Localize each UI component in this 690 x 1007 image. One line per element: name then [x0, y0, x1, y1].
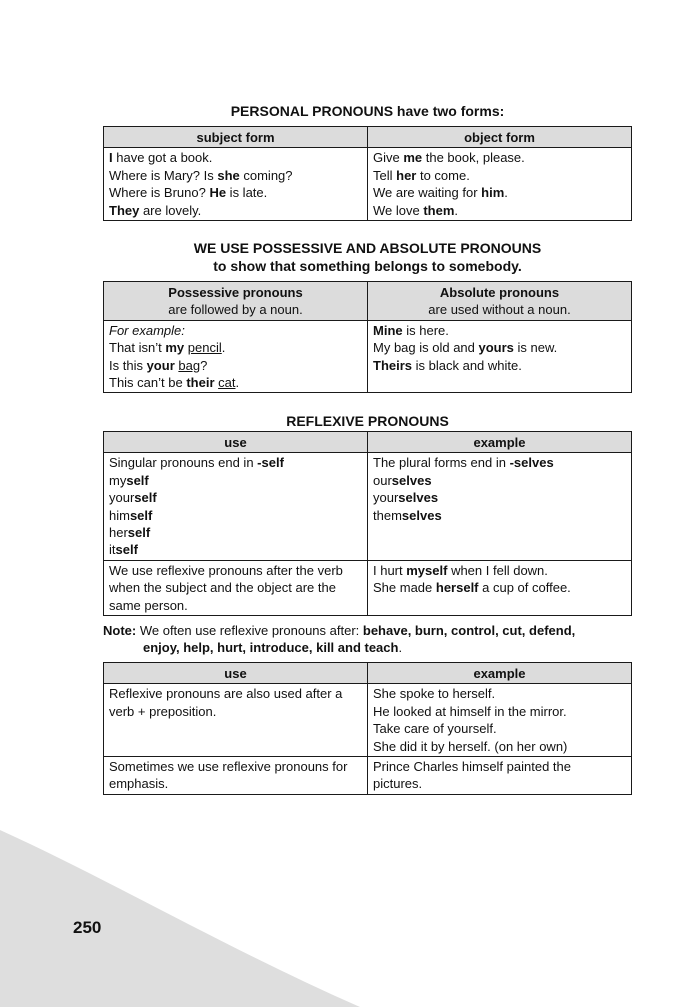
text-run: her [109, 525, 128, 541]
possessive-examples-cell [104, 320, 368, 393]
text-line [373, 489, 627, 506]
text-line [373, 720, 627, 737]
text-run: self [134, 490, 157, 506]
text-run: him [109, 507, 130, 523]
text-line [373, 357, 627, 374]
text-run: have got a book. [112, 150, 213, 166]
possessive-header-sub: are followed by a noun. [168, 302, 303, 318]
text-line [109, 579, 363, 596]
text-run: Prince Charles himself painted the [373, 759, 571, 775]
text-line [373, 775, 627, 792]
text-run: self [126, 472, 149, 488]
text-run: a cup of coffee. [478, 580, 571, 596]
text-line [373, 202, 627, 219]
text-run: Tell [373, 167, 397, 183]
text-run: verb + preposition. [109, 703, 217, 719]
subject-form-header: subject form [104, 127, 368, 148]
preposition-use-cell [104, 684, 368, 757]
text-line [109, 322, 363, 339]
text-line [373, 149, 627, 166]
absolute-header-sub: are used without a noun. [428, 302, 571, 318]
reflexive-use-header: use [104, 432, 368, 453]
text-run: I [109, 150, 113, 166]
text-line [109, 507, 363, 524]
text-run: Reflexive pronouns are also used after a [109, 686, 343, 702]
text-line [373, 685, 627, 702]
text-line [109, 149, 363, 166]
reflexive-singular-cell [104, 453, 368, 560]
absolute-examples-cell [368, 320, 632, 393]
text-run: Where is Mary? Is [109, 167, 218, 183]
text-line [373, 184, 627, 201]
text-line [109, 339, 363, 356]
text-run: cat [218, 375, 236, 391]
text-run: self [127, 525, 151, 541]
text-run: it [109, 542, 116, 558]
text-line [373, 507, 627, 524]
text-run: self [129, 507, 153, 523]
object-form-cell [368, 148, 632, 221]
reflexive-example-header: example [368, 432, 632, 453]
text-line [109, 374, 363, 391]
object-form-header: object form [368, 127, 632, 148]
text-run: . [398, 640, 403, 655]
text-run: . [221, 340, 226, 356]
text-run: when I fell down. [447, 562, 548, 578]
text-run: the book, please. [422, 150, 525, 166]
reflexive-pronouns-title: REFLEXIVE PRONOUNS [286, 413, 449, 429]
text-run: . [454, 202, 459, 218]
text-run: Where is Bruno? [109, 185, 210, 201]
text-run: him [481, 185, 505, 201]
page-number: 250 [73, 918, 102, 937]
text-run: behave, burn, control, cut, defend, [362, 623, 576, 638]
text-line [109, 685, 363, 702]
text-run: my [109, 472, 127, 488]
reflexive-usage-cell [104, 560, 368, 615]
text-run: pencil [187, 340, 222, 356]
text-run: We love [373, 202, 424, 218]
text-run: Take care of yourself. [373, 721, 497, 737]
text-run: is here. [402, 322, 449, 338]
possessive-header [104, 282, 368, 321]
text-run: -self [257, 455, 284, 471]
text-run: Give [373, 150, 404, 166]
text-line [109, 524, 363, 541]
text-line [109, 758, 363, 775]
text-run: them [423, 202, 455, 218]
reflexive-usage-example-cell [368, 560, 632, 615]
subject-form-cell [104, 148, 368, 221]
text-run: . [235, 375, 240, 391]
text-run: . [504, 185, 508, 201]
text-run: your [109, 490, 135, 506]
text-line [109, 202, 363, 219]
text-run: selves [391, 472, 432, 488]
text-run: bag [178, 357, 201, 373]
text-line [109, 167, 363, 184]
text-run: our [373, 472, 392, 488]
emphasis-use-cell [104, 757, 368, 795]
text-run: emphasis. [109, 776, 169, 792]
text-run: myself [406, 562, 448, 578]
text-line [373, 167, 627, 184]
text-line [109, 472, 363, 489]
note-line1 [103, 622, 663, 639]
possessive-header-label: Possessive pronouns [168, 285, 303, 300]
text-line [109, 489, 363, 506]
text-run: She spoke to herself. [373, 686, 496, 702]
possessive-pronouns-table [103, 281, 632, 393]
preposition-example-cell [368, 684, 632, 757]
text-run: selves [398, 490, 439, 506]
text-line [373, 738, 627, 755]
text-run: yours [478, 340, 514, 356]
text-run: your [146, 357, 175, 373]
text-run: This can’t be [109, 375, 187, 391]
text-line [109, 597, 363, 614]
text-run: He [209, 185, 227, 201]
text-run: For example: [109, 322, 185, 338]
text-line [373, 579, 627, 596]
text-run: selves [401, 507, 442, 523]
text-line [373, 322, 627, 339]
text-run: She made [373, 580, 436, 596]
reflexive-pronouns-table [103, 431, 632, 616]
text-run: Is this [109, 357, 147, 373]
text-run: Singular pronouns end in [109, 455, 258, 471]
text-run: That isn’t [109, 340, 166, 356]
text-run: pictures. [373, 776, 423, 792]
text-run: to come. [416, 167, 470, 183]
text-run: your [373, 490, 399, 506]
text-line [109, 454, 363, 471]
text-line [109, 703, 363, 720]
text-line [109, 541, 363, 558]
reflexive2-use-header: use [104, 663, 368, 684]
text-line [373, 339, 627, 356]
text-run: same person. [109, 597, 188, 613]
reflexive-plural-cell [368, 453, 632, 560]
text-run: me [403, 150, 423, 166]
absolute-header [368, 282, 632, 321]
text-run: We are waiting for [373, 185, 482, 201]
text-run: The plural forms end in [373, 455, 510, 471]
text-run: Theirs [373, 357, 413, 373]
text-run: is late. [226, 185, 268, 201]
text-line [373, 703, 627, 720]
text-run: My bag is old and [373, 340, 479, 356]
personal-pronouns-table [103, 126, 632, 221]
absolute-header-label: Absolute pronouns [439, 285, 560, 300]
text-run: Sometimes we use reflexive pronouns for [109, 759, 348, 775]
text-line [109, 562, 363, 579]
text-run: her [396, 167, 417, 183]
text-line [373, 454, 627, 471]
text-line [373, 758, 627, 775]
possessive-title-line2: to show that something belongs to somebody. [213, 258, 522, 274]
text-run: enjoy, help, hurt, introduce, kill and teach [143, 640, 399, 655]
text-run: is black and white. [412, 357, 522, 373]
text-line [109, 357, 363, 374]
text-run: are lovely. [139, 202, 202, 218]
text-run: We often use reflexive pronouns after: [136, 623, 363, 638]
text-run: They [109, 202, 140, 218]
text-run: She did it by herself. (on her own) [373, 738, 568, 754]
emphasis-example-cell [368, 757, 632, 795]
text-run: Mine [373, 322, 403, 338]
text-run: coming? [239, 167, 293, 183]
text-run: my [165, 340, 185, 356]
text-run: ? [200, 357, 208, 373]
text-run: she [217, 167, 240, 183]
text-run: is new. [513, 340, 558, 356]
reflexive2-example-header: example [368, 663, 632, 684]
text-run: when the subject and the object are the [109, 580, 336, 596]
personal-pronouns-title: PERSONAL PRONOUNS have two forms: [230, 103, 505, 119]
text-run: I hurt [373, 562, 407, 578]
text-run: self [115, 542, 138, 558]
text-run: herself [435, 580, 479, 596]
text-run: We use reflexive pronouns after the verb [109, 562, 343, 578]
text-line [109, 184, 363, 201]
text-run: Note: [103, 623, 137, 638]
text-run: -selves [509, 455, 554, 471]
text-line [373, 562, 627, 579]
text-line [109, 775, 363, 792]
possessive-title-line1: WE USE POSSESSIVE AND ABSOLUTE PRONOUNS [193, 240, 542, 256]
note-line2 [143, 639, 690, 656]
text-run: their [186, 375, 215, 391]
reflexive-preposition-table [103, 662, 632, 795]
text-run: them [373, 507, 402, 523]
text-run: He looked at himself in the mirror. [373, 703, 567, 719]
text-line [373, 472, 627, 489]
